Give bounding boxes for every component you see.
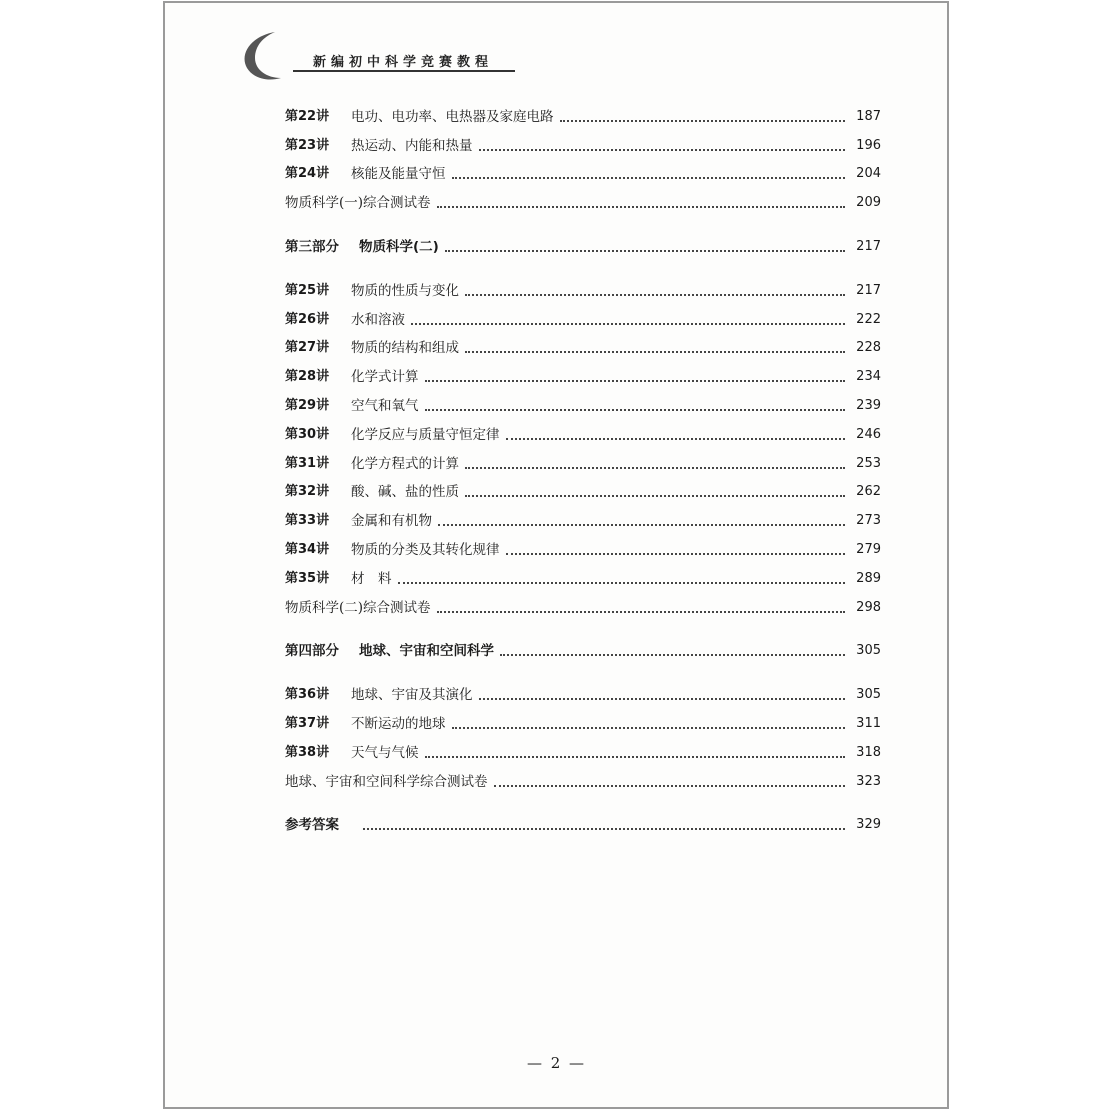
toc-lecture-number: 第24讲 (285, 166, 330, 182)
toc-page-number: 209 (856, 195, 881, 211)
toc-page-number: 318 (856, 744, 881, 760)
toc-test-row (285, 184, 881, 213)
toc-page-number: 289 (856, 570, 881, 586)
toc-test-row (285, 589, 881, 618)
dot-leader (506, 438, 846, 440)
toc-lecture-row (285, 127, 881, 156)
toc-test-row (285, 763, 881, 792)
toc-lecture-row (285, 387, 881, 416)
toc-lecture-number: 第35讲 (285, 570, 330, 586)
dot-leader (445, 250, 845, 252)
dot-leader (465, 351, 845, 353)
page-number: — 2 — (526, 1054, 587, 1072)
toc-page-number: 253 (856, 455, 881, 471)
toc-lecture-row (285, 330, 881, 359)
dot-leader (479, 698, 846, 700)
toc-entry-title: 酸、碱、盐的性质 (351, 484, 459, 501)
toc-entry-title: 电功、电功率、电热器及家庭电路 (351, 108, 554, 125)
toc-part-label: 第三部分 (285, 238, 339, 255)
dot-leader (411, 323, 845, 325)
toc-lecture-number: 第38讲 (285, 744, 330, 760)
dot-leader (465, 294, 845, 296)
dot-leader (425, 409, 846, 411)
toc-lecture-number: 第27讲 (285, 340, 330, 356)
toc-page-number: 311 (856, 715, 881, 731)
dot-leader (437, 611, 845, 613)
toc-lecture-number: 第36讲 (285, 687, 330, 703)
toc-lecture-number: 第37讲 (285, 715, 330, 731)
toc-lecture-row (285, 474, 881, 503)
dot-leader (398, 582, 846, 584)
toc-page-number: 234 (856, 369, 881, 385)
toc-part-row (285, 228, 881, 257)
dot-leader (425, 756, 846, 758)
toc-lecture-number: 第23讲 (285, 137, 330, 153)
dot-leader (506, 553, 846, 555)
toc-lecture-number: 第22讲 (285, 108, 330, 124)
toc-page-number: 217 (856, 282, 881, 298)
dot-leader (452, 727, 846, 729)
toc-lecture-number: 第30讲 (285, 426, 330, 442)
toc-lecture-number: 第34讲 (285, 541, 330, 557)
toc-page-number: 246 (856, 426, 881, 442)
dot-leader (438, 524, 845, 526)
header-rule (293, 70, 515, 72)
toc-lecture-number: 第33讲 (285, 513, 330, 529)
toc-page-number: 228 (856, 340, 881, 356)
toc-page-number: 196 (856, 137, 881, 153)
toc-part-row (285, 633, 881, 662)
dot-leader (465, 495, 845, 497)
toc-entry-title: 地球、宇宙和空间科学综合测试卷 (285, 773, 488, 790)
toc-lecture-row (285, 445, 881, 474)
toc-entry-title: 材 料 (351, 570, 392, 587)
toc-lecture-number: 第28讲 (285, 369, 330, 385)
dot-leader (479, 149, 846, 151)
toc-page-number: 305 (856, 643, 881, 659)
dot-leader (560, 120, 846, 122)
toc-part-label: 第四部分 (285, 643, 339, 660)
toc-page-number: 239 (856, 397, 881, 413)
toc-page-number: 222 (856, 311, 881, 327)
toc-lecture-row (285, 734, 881, 763)
toc-entry-title: 物质科学(一)综合测试卷 (285, 195, 431, 212)
toc-entry-title: 物质的分类及其转化规律 (351, 541, 500, 558)
toc-entry-title: 地球、宇宙及其演化 (351, 687, 473, 704)
table-of-contents (285, 98, 881, 835)
toc-entry-title: 化学式计算 (351, 369, 419, 386)
toc-lecture-number: 第32讲 (285, 484, 330, 500)
dot-leader (452, 177, 846, 179)
toc-entry-title: 水和溶液 (351, 311, 405, 328)
toc-entry-title: 金属和有机物 (351, 513, 432, 530)
running-header-title: 新编初中科学竞赛教程 (313, 55, 494, 70)
toc-page-number: 323 (856, 773, 881, 789)
toc-lecture-number: 第29讲 (285, 397, 330, 413)
toc-lecture-row (285, 705, 881, 734)
dot-leader (465, 467, 845, 469)
dot-leader (437, 206, 845, 208)
toc-lecture-number: 第31讲 (285, 455, 330, 471)
toc-lecture-number: 第26讲 (285, 311, 330, 327)
toc-lecture-row (285, 156, 881, 185)
dot-leader (363, 828, 845, 830)
toc-page-number: 305 (856, 687, 881, 703)
dot-leader (425, 380, 846, 382)
toc-entry-title: 天气与气候 (351, 744, 419, 761)
toc-lecture-row (285, 98, 881, 127)
toc-entry-title: 空气和氧气 (351, 397, 419, 414)
toc-lecture-row (285, 531, 881, 560)
crescent-logo-icon (237, 28, 297, 84)
toc-entry-title: 物质的性质与变化 (351, 282, 459, 299)
toc-page-number: 262 (856, 484, 881, 500)
toc-part-title: 地球、宇宙和空间科学 (359, 643, 494, 660)
dot-leader (494, 785, 846, 787)
toc-lecture-row (285, 560, 881, 589)
toc-page-number: 279 (856, 541, 881, 557)
toc-page-number: 329 (856, 817, 881, 833)
toc-page-number: 217 (856, 238, 881, 254)
toc-part-label: 参考答案 (285, 817, 339, 834)
toc-entry-title: 物质科学(二)综合测试卷 (285, 599, 431, 616)
toc-page-number: 298 (856, 599, 881, 615)
toc-lecture-row (285, 358, 881, 387)
toc-entry-title: 不断运动的地球 (351, 715, 446, 732)
toc-page-number: 187 (856, 108, 881, 124)
toc-page-number: 204 (856, 166, 881, 182)
dot-leader (500, 654, 845, 656)
toc-part-title: 物质科学(二) (359, 238, 439, 255)
toc-lecture-row (285, 301, 881, 330)
toc-entry-title: 化学方程式的计算 (351, 455, 459, 472)
toc-entry-title: 物质的结构和组成 (351, 340, 459, 357)
toc-lecture-row (285, 416, 881, 445)
toc-lecture-row (285, 502, 881, 531)
toc-page-number: 273 (856, 513, 881, 529)
toc-part-row (285, 807, 881, 836)
toc-lecture-number: 第25讲 (285, 282, 330, 298)
toc-entry-title: 核能及能量守恒 (351, 166, 446, 183)
toc-entry-title: 热运动、内能和热量 (351, 137, 473, 154)
toc-lecture-row (285, 676, 881, 705)
toc-lecture-row (285, 272, 881, 301)
toc-entry-title: 化学反应与质量守恒定律 (351, 426, 500, 443)
